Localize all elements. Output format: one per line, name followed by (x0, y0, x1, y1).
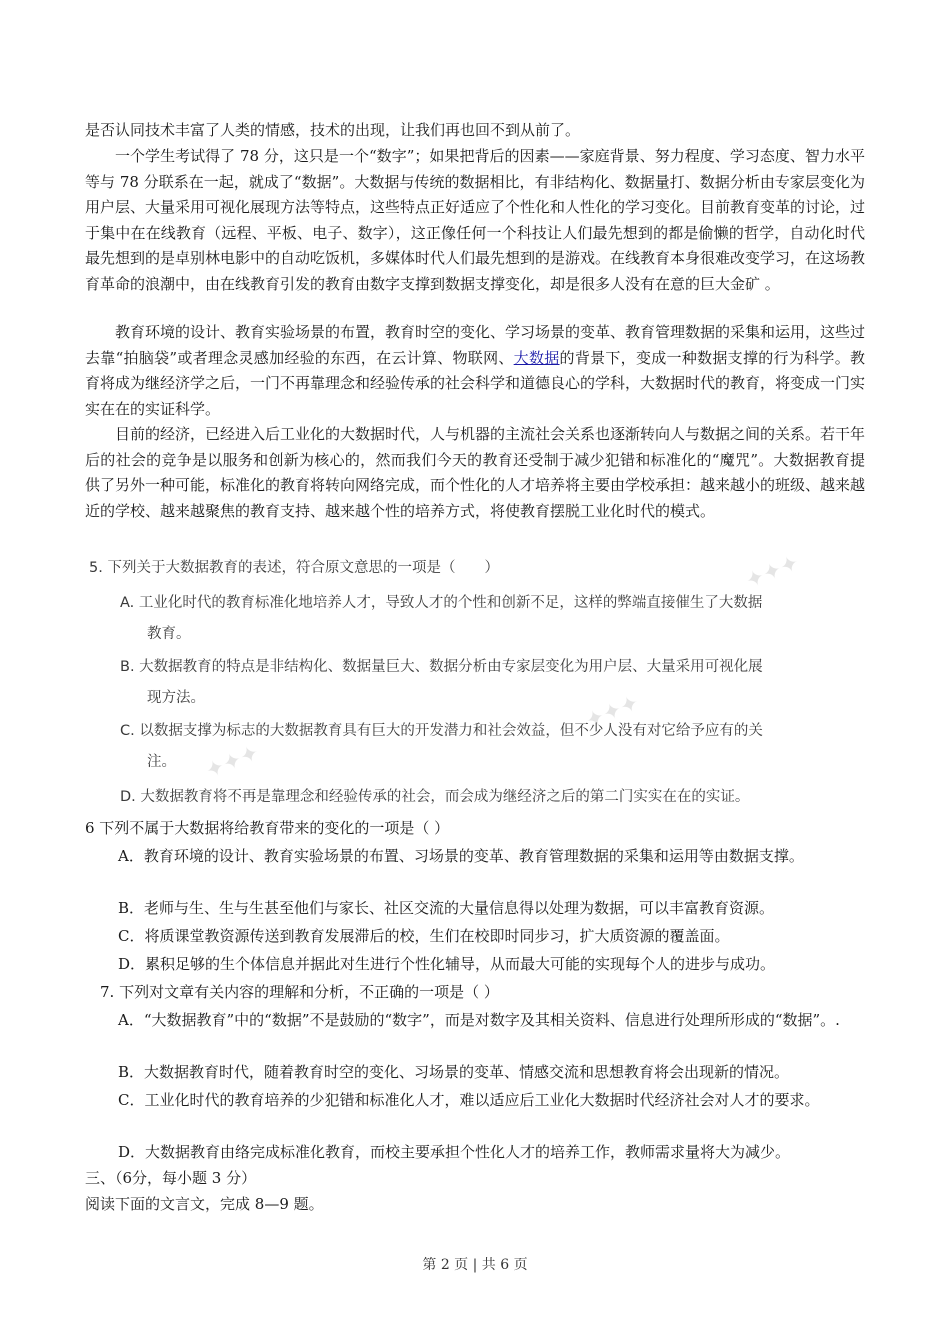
section-3-instruction: 阅读下面的文言文，完成 8—9 题。 (85, 1195, 324, 1213)
question-7-option-b[interactable]: B．大数据教育时代，随着教育时空的变化、习场景的变革、情感交流和思想教育将会出现新的情况。 (118, 1063, 790, 1081)
watermark: ✦✦✦ (582, 690, 643, 735)
question-6-stem: 6 下列不属于大数据将给教育带来的变化的一项是（ ） (85, 819, 450, 837)
question-5-option-b[interactable]: B. 大数据教育的特点是非结构化、数据量巨大、数据分析由专家层变化为用户层、大量采用可视化展 现方法。 (120, 659, 763, 706)
paragraph-economy: 目前的经济，已经进入后工业化的大数据时代，人与机器的主流社会关系也逐渐转向人与数据之间的关系。若干年后的社会的竞争是以服务和创新为核心的，然而我们今天的教育还受制于减少犯错和标准化的“魔咒”。大数据教育提供了另外一种可能，标准化的教育将转向网络完成，而个性化的人才培养将主要由学校承担：越来越小的班级、越来越近的学校、越来越聚焦的教育支持、越来越个性的培养方式，将使教育摆脱工业化时代的模式。 (85, 425, 866, 520)
question-7-stem: 7. 下列对文章有关内容的理解和分析，不正确的一项是（ ） (100, 983, 499, 1001)
question-6-option-c[interactable]: C．将质课堂教资源传送到教育发展滞后的校，生们在校即时同步习，扩大质资源的覆盖面。 (118, 927, 730, 945)
question-5-stem: 5. 下列关于大数据教育的表述，符合原文意思的一项是（ ） (89, 560, 499, 576)
page-footer: 第 2 页 | 共 6 页 (422, 1257, 528, 1273)
paragraph-education-environment: 教育环境的设计、教育实验场景的布置，教育时空的变化、学习场景的变革、教育管理数据的采集和运用，这些过去靠“拍脑袋”或者理念灵感加经验的东西，在云计算、物联网、大数据的背景下，变成一种数据支撑的行为科学。教育将成为继经济学之后，一门不再靠理念和经验传承的社会科学和道德良心的学科，大数据时代的教育，将变成一门实实在在的实证科学。 (85, 323, 866, 418)
question-6-option-b[interactable]: B．老师与生、生与生甚至他们与家长、社区交流的大量信息得以处理为数据，可以丰富教育资源。 (118, 899, 775, 917)
paragraph-student-score: 一个学生考试得了 78 分，这只是一个“数字”；如果把背后的因素——家庭背景、努力程度、学习态度、智力水平等与 78 分联系在一起，就成了“数据”。大数据与传统的数据相比，有非结构化、数据量打、数据分析由专家层变化为用户层、大量采用可视化展现方法等特点，这些特点正好适应了个性化和人性化的学习变化。目前教育变革的讨论，过于集中在在线教育（远程、平板、电子、数字），这正像任何一个科技让人们最先想到的都是偷懒的哲学，自动化时代最先想到的是卓别林电影中的自动吃饭机，多媒体时代人们最先想到的是游戏。在线教育本身很难改变学习，在这场教育革命的浪潮中，由在线教育引发的教育由数字支撑到数据支撑变化，却是很多人没有在意的巨大金矿 。 (85, 147, 866, 293)
question-6-option-a[interactable]: A．教育环境的设计、教育实验场景的布置、习场景的变革、教育管理数据的采集和运用等由数据支撑。 (118, 847, 804, 865)
question-5-block (85, 550, 875, 812)
question-7-option-a[interactable]: A．“大数据教育”中的“数据”不是鼓励的“数字”，而是对数字及其相关资料、信息进行处理所形成的“数据”。. (118, 1011, 840, 1029)
paragraph-continuation: 是否认同技术丰富了人类的情感，技术的出现，让我们再也回不到从前了。 (85, 121, 581, 139)
question-6-option-d[interactable]: D．累积足够的生个体信息并据此对生进行个性化辅导，从而最大可能的实现每个人的进步与成功。 (118, 955, 776, 973)
question-5-option-d[interactable]: D. 大数据教育将不再是靠理念和经验传承的社会，而会成为继经济之后的第二门实实在在的实证。 (120, 789, 750, 805)
question-5-option-a[interactable]: A. 工业化时代的教育标准化地培养人才，导致人才的个性和创新不足，这样的弊端直接催生了大数据 教育。 (120, 595, 763, 642)
watermark: ✦✦✦ (202, 740, 263, 785)
question-5-option-c[interactable]: C. 以数据支撑为标志的大数据教育具有巨大的开发潜力和社会效益，但不少人没有对它给予应有的关 注。 (120, 723, 763, 770)
question-7-option-d[interactable]: D．大数据教育由络完成标准化教育，而校主要承担个性化人才的培养工作，教师需求量将大为减少。 (118, 1143, 791, 1161)
watermark: ✦✦✦ (742, 550, 803, 595)
section-3-heading: 三、（6分，每小题 3 分） (85, 1169, 257, 1187)
question-7-option-c[interactable]: C．工业化时代的教育培养的少犯错和标准化人才，难以适应后工业化大数据时代经济社会对人才的要求。 (118, 1091, 820, 1109)
big-data-link[interactable]: 大数据 (513, 348, 560, 367)
